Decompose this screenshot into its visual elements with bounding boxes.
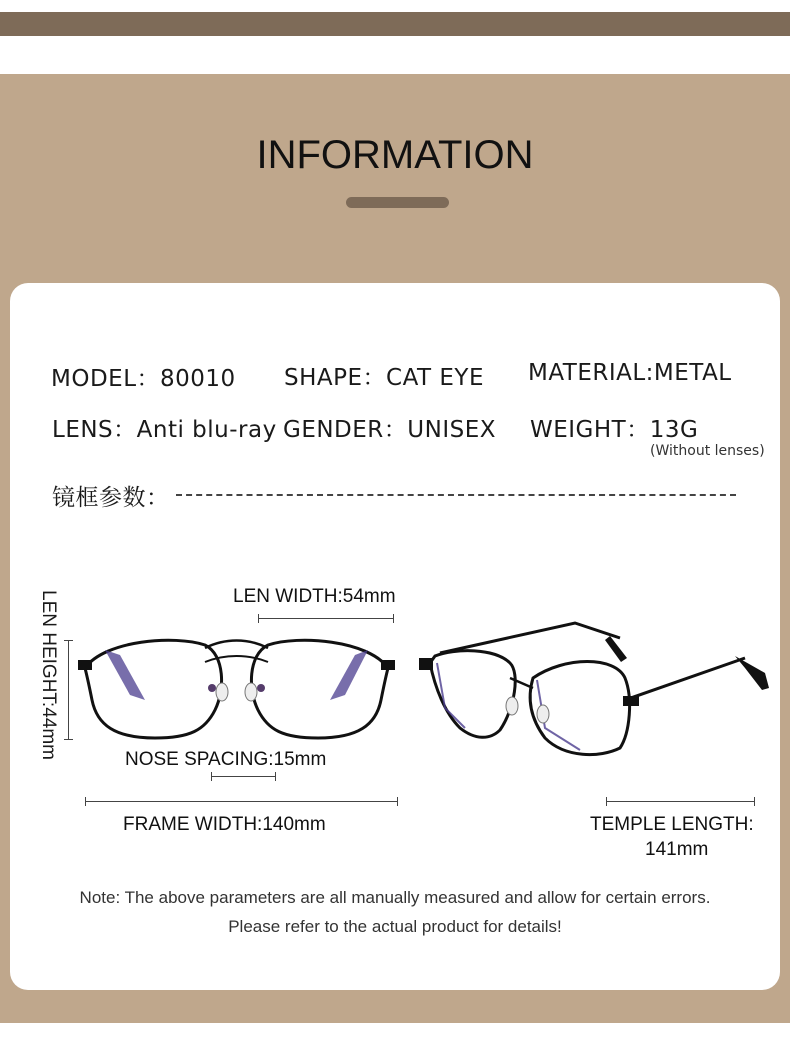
- spec-material: MATERIAL:METAL: [528, 360, 732, 386]
- glasses-side-illustration: [415, 618, 775, 763]
- nose-spacing-line: [211, 776, 276, 777]
- page-title: INFORMATION: [256, 133, 534, 177]
- frame-params-label: 镜框参数：: [52, 485, 170, 511]
- glasses-front-illustration: [75, 630, 405, 745]
- spec-weight: WEIGHT：13G: [530, 417, 699, 443]
- nose-spacing-label: NOSE SPACING:15mm: [125, 749, 327, 770]
- spec-model: MODEL：80010: [51, 366, 236, 392]
- note-line-2: Please refer to the actual product for details!: [228, 917, 562, 936]
- spec-gender: GENDER：UNISEX: [283, 417, 496, 443]
- weight-note: (Without lenses): [650, 443, 765, 459]
- len-width-line: [258, 618, 394, 619]
- note-line-1: Note: The above parameters are all manually measured and allow for certain errors.: [79, 888, 711, 907]
- temple-length-value: 141mm: [645, 839, 709, 860]
- dashed-divider: [176, 494, 736, 496]
- len-height-label: LEN HEIGHT:44mm: [38, 590, 59, 760]
- frame-width-line: [85, 801, 398, 802]
- title-underline: [346, 197, 449, 208]
- len-width-label: LEN WIDTH:54mm: [233, 586, 396, 607]
- temple-length-label: TEMPLE LENGTH:: [590, 814, 754, 835]
- spec-lens: LENS：Anti blu-ray: [52, 417, 277, 443]
- top-bar: [0, 12, 790, 36]
- spec-shape: SHAPE：CAT EYE: [284, 365, 485, 391]
- len-height-line: [68, 640, 69, 740]
- temple-length-line: [606, 801, 755, 802]
- frame-width-label: FRAME WIDTH:140mm: [123, 814, 326, 835]
